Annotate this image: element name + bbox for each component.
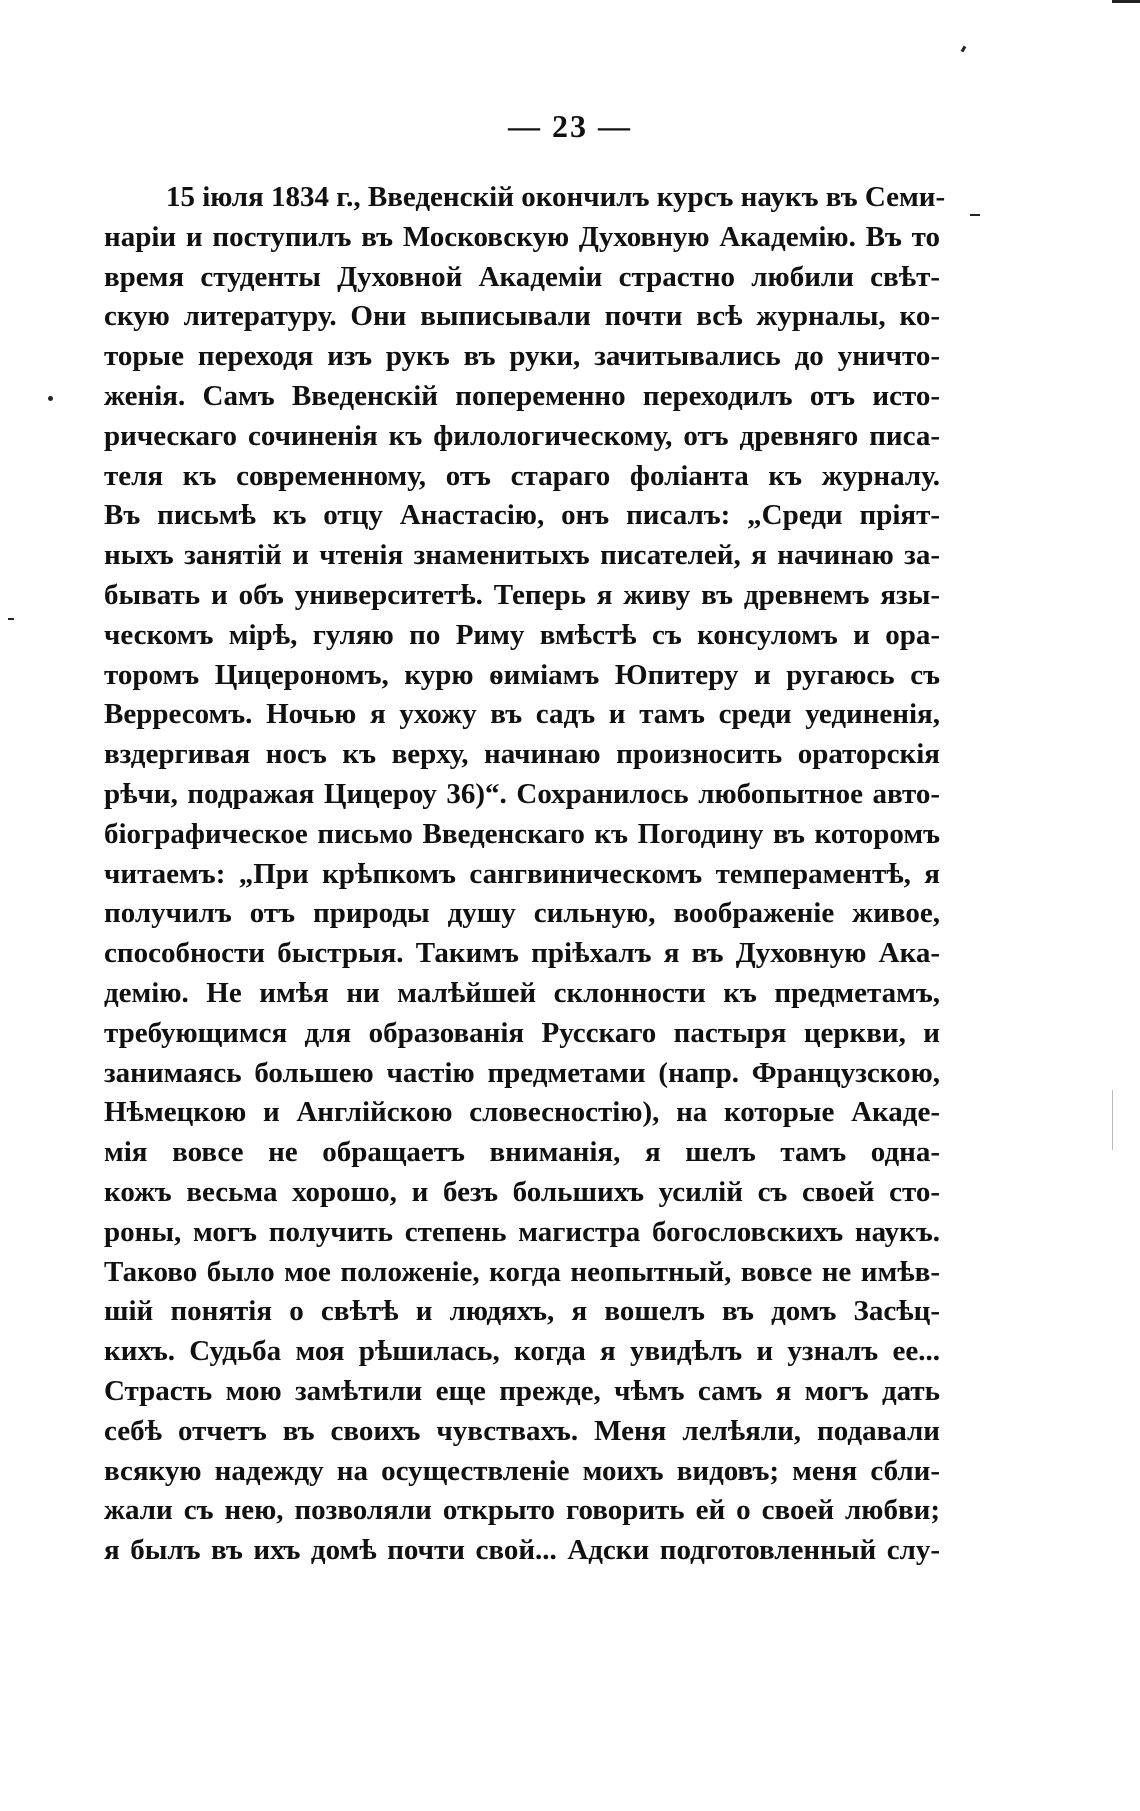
- text-line: получилъ отъ природы душу сильную, воображеніе живое,: [104, 897, 940, 930]
- text-line: Въ письмѣ къ отцу Анастасію, онъ писалъ: „Среди пріят-: [104, 499, 940, 532]
- text-line: шій понятія о свѣтѣ и людяхъ, я вошелъ въ домъ Засѣц-: [104, 1295, 940, 1328]
- page-number: — 23 —: [508, 108, 632, 144]
- text-line: Страсть мою замѣтили еще прежде, чѣмъ самъ я могъ дать: [104, 1374, 940, 1407]
- scan-edge-mark: [1112, 1090, 1113, 1150]
- text-line: наріи и поступилъ въ Московскую Духовную Академію. Въ то: [104, 220, 940, 253]
- scan-speck: [961, 46, 967, 53]
- text-line: біографическое письмо Введенскаго къ Погодину въ которомъ: [104, 817, 940, 850]
- text-line: требующимся для образованія Русскаго пастыря церкви, и: [104, 1016, 940, 1049]
- text-line: теля къ современному, отъ стараго фоліанта къ журналу.: [104, 459, 940, 492]
- body-text: [104, 178, 946, 1571]
- text-line: время студенты Духовной Академіи страстно любили свѣт-: [104, 260, 940, 293]
- text-line: ныхъ занятій и чтенія знаменитыхъ писателей, я начинаю за-: [104, 539, 940, 572]
- text-line: жали съ нею, позволяли открыто говорить ей о своей любви;: [104, 1494, 940, 1527]
- text-line: вздергивая носъ къ верху, начинаю произносить ораторскія: [104, 738, 940, 771]
- text-line: кихъ. Судьба моя рѣшилась, когда я увидѣлъ и узналъ ее...: [104, 1335, 940, 1368]
- text-line: способности быстрыя. Такимъ пріѣхалъ я въ Духовную Ака-: [104, 937, 940, 970]
- text-line: ческомъ мірѣ, гуляю по Риму вмѣстѣ съ консуломъ и ора-: [104, 618, 940, 651]
- scan-speck: [970, 214, 980, 216]
- text-line: Таково было мое положеніе, когда неопытный, вовсе не имѣв-: [104, 1255, 940, 1288]
- text-line: 15 іюля 1834 г., Введенскій окончилъ курсъ наукъ въ Семи-: [166, 181, 946, 213]
- text-line: скую литературу. Они выписывали почти всѣ журналы, ко-: [104, 300, 940, 333]
- text-line: Верресомъ. Ночью я ухожу въ садъ и тамъ среди уединенія,: [104, 698, 940, 731]
- text-line: торые переходя изъ рукъ въ руки, зачитывались до уничто-: [104, 340, 940, 373]
- text-line: я былъ въ ихъ домѣ почти свой... Адски подготовленный слу-: [104, 1534, 940, 1567]
- text-line: себѣ отчетъ въ своихъ чувствахъ. Меня лелѣяли, подавали: [104, 1414, 940, 1447]
- text-line: рическаго сочиненія къ филологическому, отъ древняго писа-: [104, 419, 940, 452]
- text-line: читаемъ: „При крѣпкомъ сангвиническомъ темпераментѣ, я: [104, 857, 940, 890]
- text-line: торомъ Цицерономъ, курю ѳиміамъ Юпитеру и ругаюсь съ: [104, 658, 940, 691]
- text-line: рѣчи, подражая Цицероу 36)“. Сохранилось любопытное авто-: [104, 777, 940, 810]
- text-line: всякую надежду на осуществленіе моихъ видовъ; меня сбли-: [104, 1454, 940, 1487]
- scan-speck: [8, 618, 14, 620]
- scan-speck: [48, 396, 53, 401]
- scan-edge-mark: [1112, 0, 1140, 3]
- text-line: демію. Не имѣя ни малѣйшей склонности къ предметамъ,: [104, 976, 940, 1009]
- text-line: кожъ весьма хорошо, и безъ большихъ усилій съ своей сто-: [104, 1175, 940, 1208]
- text-line: Нѣмецкою и Англійскою словесностію), на которые Акаде-: [104, 1096, 940, 1129]
- text-line: мія вовсе не обращаетъ вниманія, я шелъ тамъ одна-: [104, 1136, 940, 1169]
- text-line: роны, могъ получить степень магистра богословскихъ наукъ.: [104, 1215, 940, 1248]
- text-line: женія. Самъ Введенскій попеременно переходилъ отъ исто-: [104, 379, 940, 412]
- text-line: занимаясь большею частію предметами (напр. Французскою,: [104, 1056, 940, 1089]
- text-line: бывать и объ университетѣ. Теперь я живу въ древнемъ язы-: [104, 578, 940, 611]
